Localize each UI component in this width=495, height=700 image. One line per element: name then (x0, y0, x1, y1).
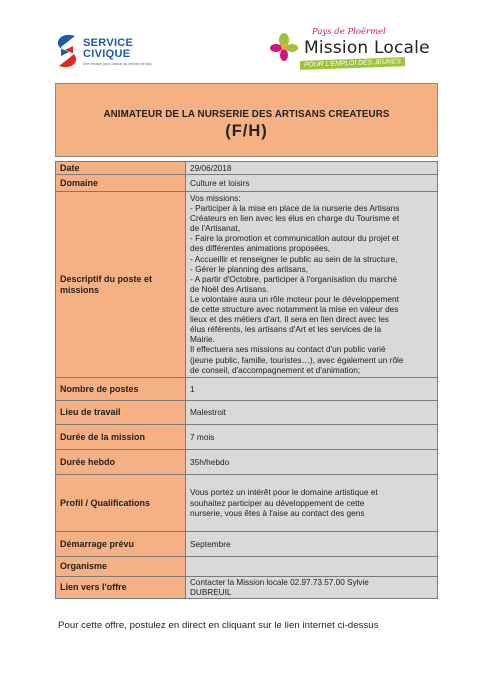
mission-locale-name: Mission Locale (304, 38, 430, 58)
service-civique-line1: SERVICE (83, 37, 134, 49)
descriptif-line: de Noël des Artisans. (190, 283, 269, 294)
value-duree-mission: 7 mois (186, 425, 438, 450)
label-domaine: Domaine (56, 175, 186, 192)
descriptif-line: Créateurs en lien avec les élus en charge du Tourisme et (190, 213, 400, 224)
label-duree-mission: Durée de la mission (56, 425, 186, 450)
descriptif-line: Vos missions: (190, 193, 241, 203)
descriptif-line: Il effectuera ses missions au contact d'un public varié (190, 344, 386, 355)
value-duree-hebdo: 35h/hebdo (186, 450, 438, 475)
label-profil: Profil / Qualifications (56, 475, 186, 532)
descriptif-line: - Accueillir et renseigner le public au sein de la structure, (190, 253, 398, 264)
lien-line: Contacter la Mission locale 02.97.73.57.00 Sylvie (190, 577, 369, 587)
row-date (56, 162, 438, 175)
footer-note: Pour cette offre, postulez en direct en cliquant sur le lien internet ci-dessus (58, 620, 379, 631)
descriptif-line: de l'Artisanat, (190, 223, 241, 234)
label-date: Date (56, 162, 186, 175)
service-civique-tagline: Une mission pour chacun au service de tous (83, 62, 152, 66)
label-demarrage: Démarrage prévu (56, 532, 186, 557)
descriptif-line: - Gérer le planning des artisans, (190, 263, 309, 274)
service-civique-mark-icon (55, 33, 79, 69)
descriptif-line: - Faire la promotion et communication autour du projet et (190, 233, 399, 244)
profil-line: Vous portez un intérêt pour le domaine artistique et (190, 487, 378, 498)
row-profil (56, 475, 438, 532)
descriptif-line: - Participer à la mise en place de la nurserie des Artisans (190, 203, 400, 214)
descriptif-line: de cette structure avec notamment la mise en valeur des (190, 304, 399, 315)
value-profil (186, 475, 438, 532)
value-organisme (186, 557, 438, 577)
row-descriptif (56, 192, 438, 378)
label-lieu: Lieu de travail (56, 401, 186, 425)
offer-subtitle: (F/H) (225, 122, 268, 140)
value-demarrage: Septembre (186, 532, 438, 557)
mission-locale-tagline: POUR L'EMPLOI DES JEUNES (300, 57, 405, 70)
value-lieu: Malestroit (186, 401, 438, 425)
service-civique-logo (55, 33, 152, 73)
value-descriptif (186, 192, 438, 378)
label-lien: Lien vers l'offre (56, 577, 186, 599)
profil-line: nurserie, vous êtes à l'aise au contact des gens (190, 508, 365, 519)
descriptif-line: élus référents, les artisans d'Art et les services de la (190, 324, 382, 335)
offer-details-table (55, 161, 438, 599)
row-duree-hebdo (56, 450, 438, 475)
row-nombre (56, 378, 438, 401)
label-descriptif: Descriptif du poste et missions (56, 192, 186, 378)
descriptif-line: des différentes animations proposées, (190, 243, 331, 254)
descriptif-line: - A partir d'Octobre, participer à l'organisation du marché (190, 273, 398, 284)
mission-locale-pays: Pays de Ploërmel (312, 27, 386, 37)
profil-line: souhaitez participer au développement de cette (190, 497, 365, 508)
value-lien[interactable] (186, 577, 438, 599)
descriptif-line: Mairie. (190, 334, 215, 345)
row-domaine (56, 175, 438, 192)
descriptif-line: lieux et des métiers d'art. Il sera en lien direct avec les (190, 314, 389, 325)
offer-header (55, 83, 438, 157)
row-organisme (56, 557, 438, 577)
mission-locale-logo (270, 24, 450, 74)
row-lieu (56, 401, 438, 425)
service-civique-line2: CIVIQUE (83, 48, 131, 60)
label-duree-hebdo: Durée hebdo (56, 450, 186, 475)
descriptif-line: (jeune public, famille, touristes…), avec également un rôle (190, 354, 404, 365)
descriptif-line: de conseil, d'accompagnement et d'animation; (190, 364, 361, 375)
value-nombre: 1 (186, 378, 438, 401)
descriptif-line: Le volontaire aura un rôle moteur pour le développement (190, 293, 399, 304)
value-domaine: Culture et loisirs (186, 175, 438, 192)
label-organisme: Organisme (56, 557, 186, 577)
row-duree-mission (56, 425, 438, 450)
value-date: 29/06/2018 (186, 162, 438, 175)
row-demarrage (56, 532, 438, 557)
offer-title: ANIMATEUR DE LA NURSERIE DES ARTISANS CREATEURS (103, 109, 390, 120)
row-lien (56, 577, 438, 599)
flower-icon (270, 32, 298, 62)
lien-line: DUBREUIL (190, 587, 232, 597)
label-nombre: Nombre de postes (56, 378, 186, 401)
